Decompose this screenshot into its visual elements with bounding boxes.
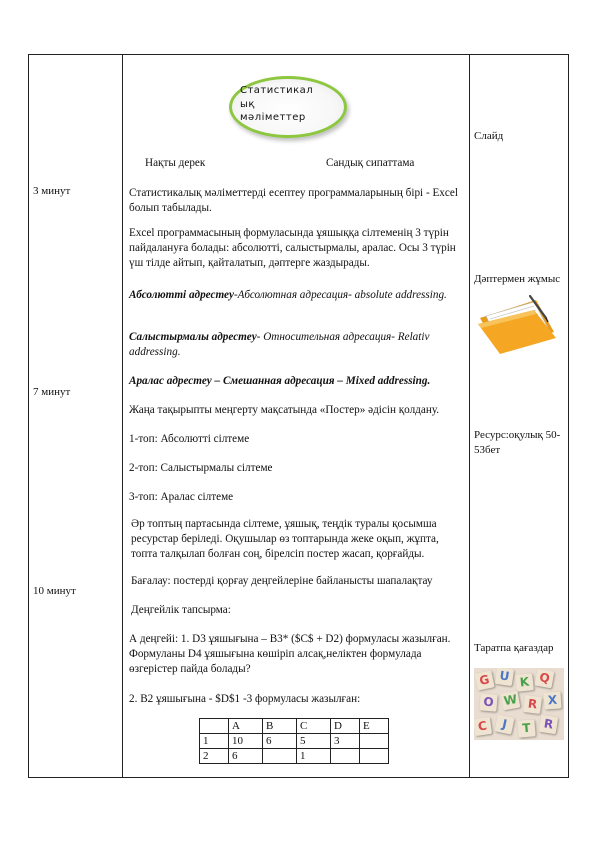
paragraph-relative: [129, 330, 461, 360]
table-cell: 1: [297, 749, 331, 764]
group-2: 2-топ: Салыстырмалы сілтеме: [129, 462, 273, 474]
table-cell: D: [331, 719, 360, 734]
column-divider-resources: [469, 54, 470, 778]
table-cell: C: [297, 719, 331, 734]
table-cell: [360, 734, 389, 749]
table-cell: 5: [297, 734, 331, 749]
heading-fact: Нақты дерек: [145, 157, 206, 169]
group-3: 3-топ: Аралас сілтеме: [129, 491, 234, 503]
folder-icon: [476, 292, 560, 356]
oval-line-3: мәліметтер: [240, 112, 306, 123]
paragraph-level-a: А деңгейі: 1. D3 ұяшығына – В3* ($C$ + D2) формуласы жазылған. Формуланы D4 ұяшығына көшіріп алсақ,неліктен формулада өзгерістер пайда болады?: [129, 633, 451, 675]
resource-textbook: Ресурс:оқулық 50-53бет: [474, 429, 561, 456]
table-cell: 1: [200, 734, 229, 749]
absolute-translation: -Абсолютная адресация- absolute addressing.: [233, 289, 447, 301]
table-cell: [331, 749, 360, 764]
table-row: [200, 749, 389, 764]
oval-line-2: ық: [240, 98, 255, 110]
paragraph-task-2: 2. В2 ұяшығына - $D$1 -3 формуласы жазылған:: [129, 693, 361, 705]
letter-tiles-image: G U K Q O W R X C J T R: [474, 668, 564, 740]
column-divider-time: [122, 54, 123, 778]
table-cell: A: [229, 719, 263, 734]
table-cell: 3: [331, 734, 360, 749]
spreadsheet-table: [199, 718, 389, 764]
group-1: 1-топ: Абсолютті сілтеме: [129, 433, 250, 445]
table-cell: E: [360, 719, 389, 734]
heading-numeric: Сандық сипаттама: [326, 157, 415, 169]
paragraph-excel-intro: Статистикалық мәліметтерді есептеу программаларының бірі - Excel болып табылады.: [129, 187, 458, 214]
table-cell: B: [263, 719, 297, 734]
table-cell: [263, 749, 297, 764]
paragraph-assessment: Бағалау: постерді қорғау деңгейлеріне байланысты шапалақтау: [131, 575, 433, 587]
table-cell: 10: [229, 734, 263, 749]
absolute-term: Абсолютті адрестеу: [129, 289, 234, 301]
topic-oval-text: [240, 84, 340, 125]
paragraph-poster-method: Жаңа тақырыпты меңгерту мақсатында «Постер» әдісін қолдану.: [129, 404, 440, 416]
resource-handouts: Таратпа қағаздар: [474, 642, 554, 654]
table-row: [200, 734, 389, 749]
table-cell: [200, 719, 229, 734]
relative-translation: - Относительная адресация- Relativ addressing.: [129, 331, 430, 358]
time-3-min: 3 минут: [33, 185, 71, 197]
paragraph-group-work: Әр топтың партасында сілтеме, ұяшық, теңдік туралы қосымша ресурстар беріледі. Оқушылар өз топтарында жеке оқып, жұпта, топта талқылап болған соң, бірелсіп постер жасап, қорғайды.: [131, 518, 439, 560]
table-cell: 2: [200, 749, 229, 764]
table-cell: [360, 749, 389, 764]
paragraph-level-task: Деңгейлік тапсырма:: [131, 604, 231, 616]
relative-term: Салыстырмалы адрестеу: [129, 331, 257, 343]
time-10-min: 10 минут: [33, 585, 76, 597]
time-7-min: 7 минут: [33, 386, 71, 398]
table-cell: 6: [229, 749, 263, 764]
resource-slide: Слайд: [474, 130, 504, 142]
paragraph-reference-types: Excel программасының формуласында ұяшыққа сілтеменің 3 түрін пайдалануға болады: абсолютті, салыстырмалы, аралас. Осы 3 түрін үш тілде айтып, қайталатып, дәптерге жаздырады.: [129, 227, 456, 269]
table-row: [200, 719, 389, 734]
oval-line-1: Статистикал: [240, 85, 314, 96]
paragraph-absolute: [129, 288, 461, 303]
resource-notebook: Дәптермен жұмыс: [474, 273, 561, 285]
table-cell: 6: [263, 734, 297, 749]
paragraph-mixed: Аралас адрестеу – Смешанная адресация – Mixed addressing.: [129, 375, 431, 387]
